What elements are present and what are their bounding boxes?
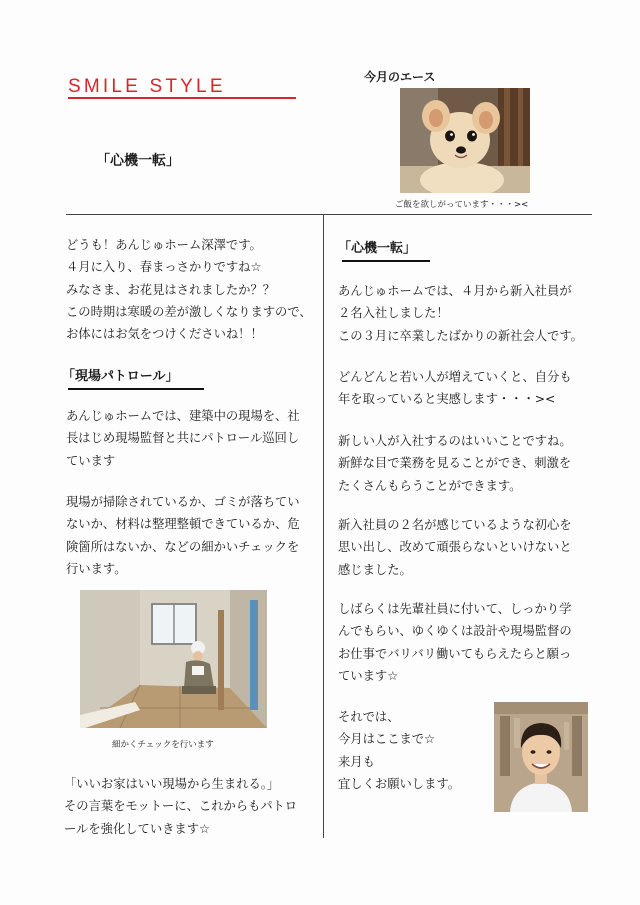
- right-line: ２名入社しました！: [338, 306, 449, 321]
- dog-photo: [400, 88, 530, 193]
- right-line: しばらくは先輩社員に付いて、しっかり学: [338, 602, 572, 616]
- right-line: たくさんもらうことができます。: [338, 478, 522, 493]
- right-line: 新しい人が入社するのはいいことですね。: [338, 434, 572, 448]
- right-heading-underline: [342, 260, 430, 262]
- brand-underline: [68, 97, 296, 99]
- patrol-line: 険箇所はないか、などの細かいチェックを: [66, 539, 300, 554]
- site-photo-caption: 細かくチェックを行います: [112, 740, 214, 750]
- closing-line: 「いいお家はいい現場から生まれる。」: [64, 777, 280, 791]
- right-line: 感じました。: [338, 562, 412, 577]
- patrol-heading-underline: [68, 388, 204, 390]
- closing-paragraph: [64, 773, 316, 840]
- intro-line: この時期は寒暖の差が激しくなりますので、: [66, 304, 312, 319]
- patrol-line: あんじゅホームでは、建築中の現場を、社: [66, 409, 300, 423]
- brand-title: SMILE STYLE: [68, 76, 226, 97]
- signoff-line: 今月はここまで☆: [338, 732, 436, 747]
- right-paragraph-5: [338, 598, 590, 687]
- right-heading: 「心機一転」: [338, 241, 417, 256]
- intro-line: みなさま、お花見はされましたか？？: [66, 282, 276, 297]
- patrol-paragraph-1: [66, 405, 318, 472]
- right-paragraph-4: [338, 514, 590, 581]
- patrol-line: 行います。: [66, 561, 127, 576]
- signoff-line: それでは、: [338, 710, 400, 724]
- right-line: この３月に卒業したばかりの新社会人です。: [338, 328, 583, 343]
- right-line: んでもらい、ゆくゆくは設計や現場監督の: [338, 624, 572, 639]
- signoff-paragraph: [338, 706, 488, 795]
- patrol-line: 長はじめ現場監督と共にパトロール巡回し: [66, 431, 300, 446]
- closing-line: その言葉をモットーに、これからもパトロ: [64, 799, 298, 814]
- right-line: 年を取っていると実感します・・・><: [338, 392, 556, 407]
- column-divider: [323, 214, 324, 838]
- patrol-line: ないか、材料は整理整頓できているか、危: [66, 517, 300, 532]
- right-paragraph-3: [338, 430, 590, 497]
- dog-photo-caption: ご飯を欲しがっています・・・><: [395, 200, 529, 210]
- intro-line: どうも！あんじゅホーム深澤です。: [66, 238, 262, 252]
- patrol-paragraph-2: [66, 491, 318, 580]
- right-line: 新入社員の２名が感じているような初心を: [338, 518, 572, 532]
- intro-line: ４月に入り、春まっさかりですね☆: [66, 260, 262, 275]
- right-line: 新鮮な目で業務を見ることができ、刺激を: [338, 456, 572, 471]
- closing-line: ールを強化していきます☆: [64, 821, 211, 836]
- right-line: 思い出し、改めて頑張らないといけないと: [338, 540, 572, 555]
- header-heading: 「心機一転」: [96, 153, 180, 169]
- signoff-line: 来月も: [338, 754, 375, 769]
- right-paragraph-1: [338, 280, 590, 347]
- intro-line: お体にはお気をつけくださいね！！: [66, 327, 263, 342]
- right-line: あんじゅホームでは、４月から新入社員が: [338, 284, 572, 298]
- right-line: お仕事でバリバリ働いてもらえたらと願っ: [338, 646, 572, 661]
- patrol-heading: 「現場パトロール」: [62, 369, 179, 384]
- horizontal-divider: [66, 214, 592, 215]
- signoff-line: 宜しくお願いします。: [338, 776, 460, 791]
- patrol-line: 現場が掃除されているか、ゴミが落ちてい: [66, 495, 300, 509]
- site-inspection-photo: [80, 590, 267, 728]
- ace-label: 今月のエース: [364, 70, 436, 84]
- staff-portrait-photo: [494, 702, 588, 812]
- right-paragraph-2: [338, 366, 590, 411]
- right-line: ています☆: [338, 668, 399, 683]
- right-line: どんどんと若い人が増えていくと、自分も: [338, 370, 572, 384]
- patrol-line: ています: [66, 453, 116, 468]
- intro-paragraph: [66, 234, 318, 345]
